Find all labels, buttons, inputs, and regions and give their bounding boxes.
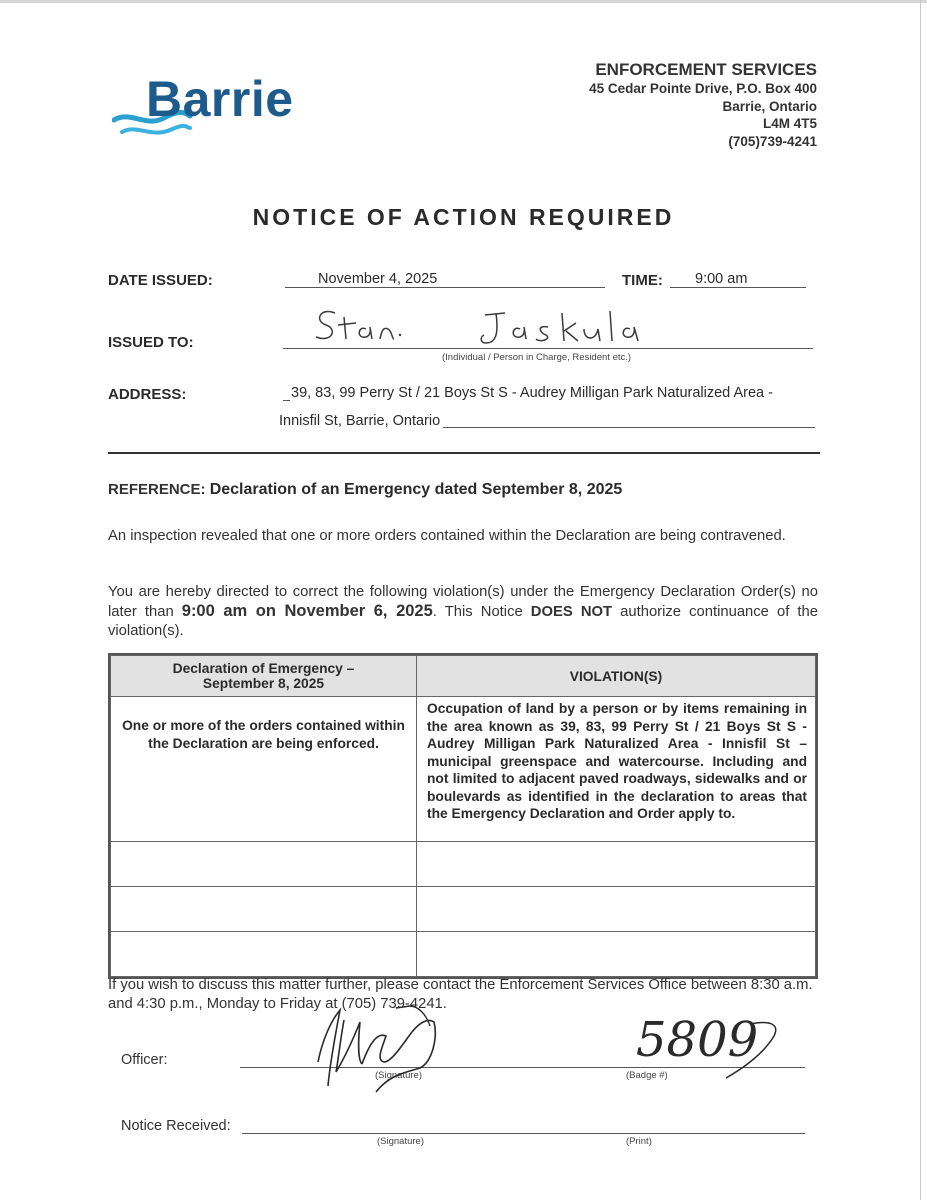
address-underline-2 — [443, 427, 815, 428]
issued-to-underline — [283, 348, 813, 349]
issued-to-label: ISSUED TO: — [108, 334, 194, 351]
directive-paragraph — [108, 583, 818, 641]
notice-received-line — [242, 1133, 805, 1134]
notice-received-print-caption: (Print) — [626, 1136, 652, 1147]
time-underline — [670, 287, 806, 288]
contact-paragraph: If you wish to discuss this matter further, please contact the Enforcement Services Office between 8:30 a.m. and 4:30 p.m., Monday to Friday at (705) 739-4241. — [108, 977, 813, 1012]
table-row-empty — [111, 932, 816, 977]
officer-signature-scribble — [300, 1002, 460, 1102]
date-underline — [285, 287, 605, 288]
table-row-empty — [111, 887, 816, 932]
directive-emphasis: DOES NOT — [530, 604, 613, 620]
inspection-paragraph: An inspection revealed that one or more orders contained within the Declaration are being contravened. — [108, 528, 786, 544]
table-cell-empty — [111, 842, 417, 887]
table-cell-empty — [417, 842, 816, 887]
issued-to-handwriting — [300, 303, 660, 353]
officer-signature-caption: (Signature) — [375, 1070, 422, 1081]
table-header-declaration: Declaration of Emergency – September 8, 2025 — [111, 656, 417, 697]
barrie-logo — [112, 70, 327, 160]
date-issued-label: DATE ISSUED: — [108, 272, 213, 289]
phone-number: (705)739-4241 — [728, 133, 817, 149]
date-issued-value: November 4, 2025 — [318, 271, 438, 287]
address-label: ADDRESS: — [108, 386, 187, 403]
officer-label: Officer: — [121, 1052, 168, 1068]
issued-to-caption: (Individual / Person in Charge, Resident etc.) — [442, 352, 632, 363]
table-cell-empty — [417, 887, 816, 932]
address-value-line-1: 39, 83, 99 Perry St / 21 Boys St S - Audrey Milligan Park Naturalized Area - — [291, 385, 773, 401]
table-cell-empty — [417, 932, 816, 977]
logo-wordmark: Barrie — [146, 71, 294, 127]
address-underline-1 — [283, 400, 290, 401]
directive-text-1: You are hereby directed to correct the following violation(s) under the Emergency Declaration Order(s) no later than — [108, 584, 818, 620]
section-divider — [108, 452, 820, 454]
reference-line — [108, 481, 622, 499]
directive-text-3: authorize continuance of the violation(s). — [108, 604, 819, 639]
time-value: 9:00 am — [695, 271, 748, 287]
violations-table — [108, 653, 818, 979]
directive-text-2: . This Notice — [432, 604, 531, 620]
department-name: ENFORCEMENT SERVICES — [595, 60, 817, 79]
reference-value: Declaration of an Emergency dated September 8, 2025 — [209, 481, 623, 498]
address-value-line-2: Innisfil St, Barrie, Ontario — [279, 413, 441, 429]
time-label: TIME: — [622, 272, 663, 289]
table-header-violations: VIOLATION(S) — [417, 656, 816, 697]
document-title: NOTICE OF ACTION REQUIRED — [252, 204, 675, 230]
table-cell-empty — [111, 887, 417, 932]
officer-badge-caption: (Badge #) — [626, 1070, 668, 1081]
notice-received-label: Notice Received: — [121, 1118, 231, 1134]
deadline: 9:00 am on November 6, 2025 — [181, 602, 433, 620]
scan-edge-right — [920, 0, 921, 1200]
table-row-empty — [111, 842, 816, 887]
department-address-block — [589, 60, 817, 150]
scan-edge-top — [0, 0, 927, 3]
table-cell-declaration: One or more of the orders contained within the Declaration are being enforced. — [111, 697, 417, 842]
reference-label: REFERENCE: — [108, 481, 206, 498]
notice-received-signature-caption: (Signature) — [377, 1136, 424, 1147]
address-line-2: Barrie, Ontario — [722, 98, 817, 114]
postal-code: L4M 4T5 — [762, 116, 817, 131]
table-header-row — [111, 656, 816, 697]
table-cell-empty — [111, 932, 417, 977]
table-cell-violation: Occupation of land by a person or by items remaining in the area known as 39, 83, 99 Perry St / 21 Boys St S - Audrey Milligan Park Naturalized Area - Innisfil St – municipal greenspace and watercourse. Including and not limited to adjacent paved roadways, sidewalks and or boulevards as identified in the declaration to areas that the Emergency Declaration and Order apply to. — [417, 697, 816, 842]
address-line-1: 45 Cedar Pointe Drive, P.O. Box 400 — [589, 81, 817, 96]
badge-number-handwriting — [630, 1006, 790, 1086]
table-row — [111, 697, 816, 842]
badge-number: 5809 — [636, 1012, 759, 1068]
